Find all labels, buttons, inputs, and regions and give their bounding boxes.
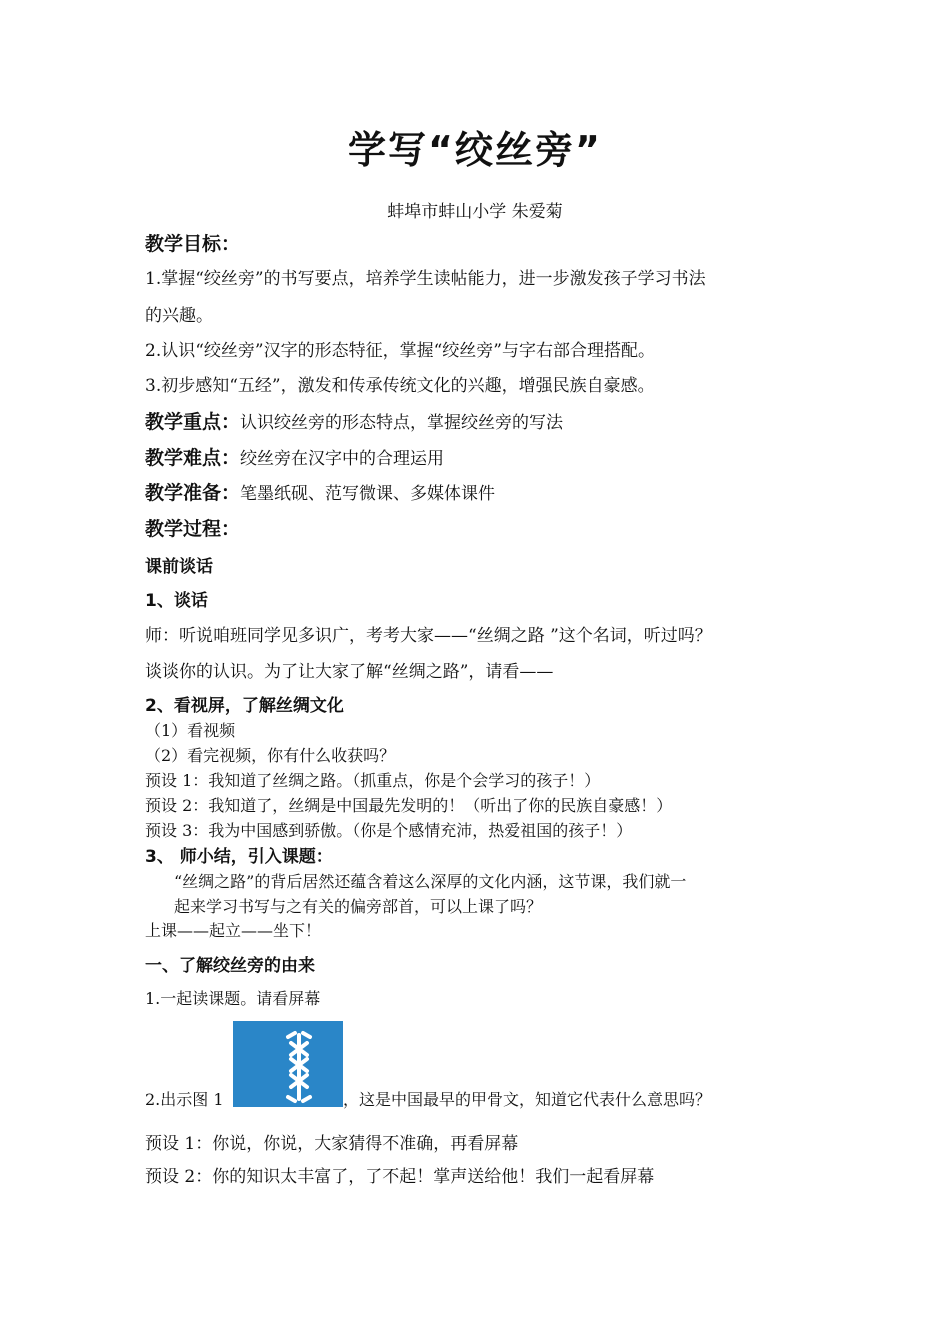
difficulty-text: 绞丝旁在汉字中的合理运用: [240, 449, 445, 469]
goal-2: 2.认识“绞丝旁”汉字的形态特征，掌握“绞丝旁”与字右部合理搭配。: [145, 341, 655, 361]
goal-1-line-1: 1.掌握“绞丝旁”的书写要点，培养学生读帖能力，进一步激发孩子学习书法: [145, 269, 706, 289]
preset-response-2: 预设 2：你的知识太丰富了，了不起！掌声送给他！我们一起看屏幕: [145, 1167, 655, 1187]
process-heading: 教学过程：: [145, 518, 241, 540]
preset-answer-2: 预设 2：我知道了，丝绸是中国最先发明的！（听出了你的民族自豪感！）: [145, 796, 673, 815]
video-step-1: （1）看视频: [145, 721, 236, 740]
class-start-line: 上课——起立——坐下！: [145, 921, 322, 940]
key-point-label: 教学重点：: [145, 411, 241, 433]
summary-line-2: 起来学习书写与之有关的偏旁部首，可以上课了吗？: [174, 897, 543, 916]
summary-heading: 3、 师小结，引入课题：: [145, 847, 333, 867]
document-title: 学写“绞丝旁”: [348, 128, 602, 172]
key-point-text: 认识绞丝旁的形态特点，掌握绞丝旁的写法: [240, 413, 564, 433]
pre-class-talk: 课前谈话: [145, 557, 213, 577]
talk-line-2: 谈谈你的认识。为了让大家了解“丝绸之路”，请看——: [145, 662, 554, 682]
goals-heading: 教学目标：: [145, 233, 241, 255]
author-line: 蚌埠市蚌山小学 朱爱菊: [387, 202, 563, 222]
preparation-text: 笔墨纸砚、范写微课、多媒体课件: [240, 484, 496, 504]
summary-line-1: “丝绸之路”的背后居然还蕴含着这么深厚的文化内涵，这节课，我们就一: [174, 872, 687, 891]
preparation-row: [145, 482, 495, 505]
difficulty-label: 教学难点：: [145, 447, 241, 469]
goal-1-line-2: 的兴趣。: [145, 306, 213, 326]
step-2-prefix: 2.出示图 1: [145, 1090, 224, 1109]
step-1: 1.一起读课题。请看屏幕: [145, 989, 321, 1008]
oracle-bone-silk-glyph-icon: [233, 1021, 343, 1107]
goal-3: 3.初步感知“五经”，激发和传承传统文化的兴趣，增强民族自豪感。: [145, 376, 655, 396]
section-1-heading: 一、了解绞丝旁的由来: [145, 956, 315, 976]
talk-line-1: 师：听说咱班同学见多识广，考考大家——“丝绸之路 ”这个名词，听过吗？: [145, 626, 712, 646]
preset-answer-3: 预设 3：我为中国感到骄傲。（你是个感情充沛，热爱祖国的孩子！）: [145, 821, 633, 840]
preparation-label: 教学准备：: [145, 482, 241, 504]
talk-heading: 1、谈话: [145, 591, 208, 611]
video-step-2: （2）看完视频，你有什么收获吗？: [145, 746, 396, 765]
preset-response-1: 预设 1：你说，你说，大家猜得不准确，再看屏幕: [145, 1134, 519, 1154]
step-2-text: ，这是中国最早的甲骨文，知道它代表什么意思吗？: [343, 1090, 712, 1109]
video-heading: 2、看视屏，了解丝绸文化: [145, 696, 344, 716]
oracle-bone-image: [233, 1021, 343, 1107]
key-point-row: [145, 411, 563, 434]
preset-answer-1: 预设 1：我知道了丝绸之路。（抓重点，你是个会学习的孩子！）: [145, 771, 601, 790]
difficulty-row: [145, 447, 444, 470]
